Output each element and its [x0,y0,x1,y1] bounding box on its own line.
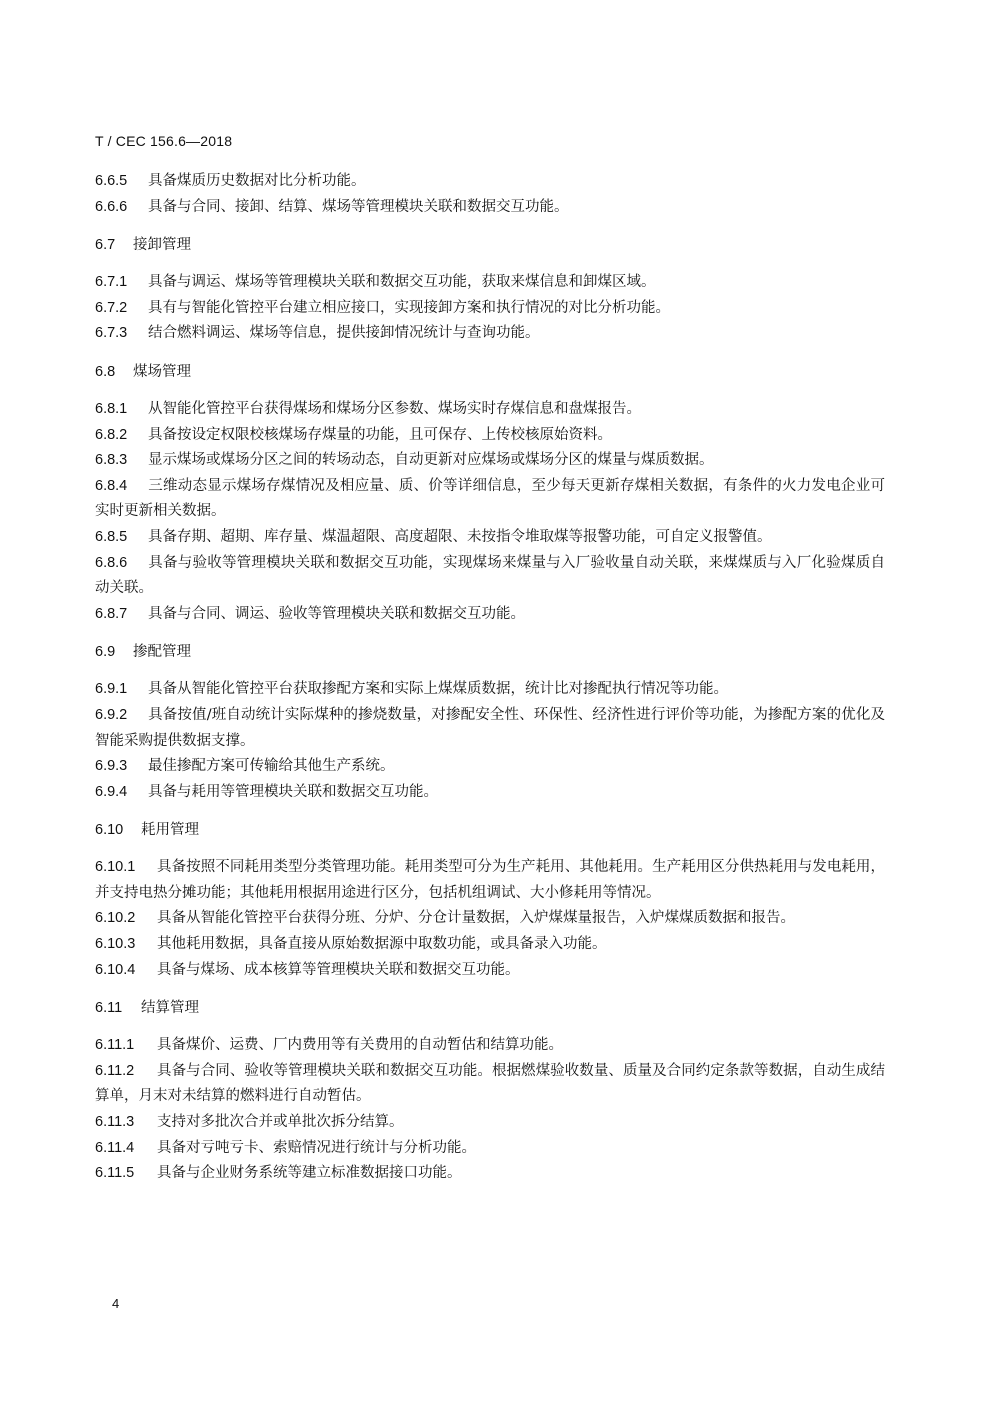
clause-6-8-3 [95,448,885,474]
clause-number: 6.8.1 [95,400,128,417]
clause-text: 具备按设定权限校核煤场存煤量的功能，且可保存、上传校核原始资料。 [148,426,612,443]
clause-6-8-4 [95,474,885,525]
clause-6-10-4 [95,958,885,984]
clause-text: 具备对亏吨亏卡、索赔情况进行统计与分析功能。 [157,1139,476,1156]
clause-6-11-2 [95,1059,885,1110]
clause-number: 6.7.1 [95,274,128,291]
clause-number: 6.10.3 [95,936,136,953]
clause-6-9-2 [95,703,885,754]
clause-text: 具备与煤场、成本核算等管理模块关联和数据交互功能。 [157,961,520,978]
clause-text: 从智能化管控平台获得煤场和煤场分区参数、煤场实时存煤信息和盘煤报告。 [148,400,641,417]
clause-number: 6.8.5 [95,528,128,545]
clause-number: 6.7.3 [95,325,128,342]
clause-number: 6.8.3 [95,452,128,469]
clause-text: 支持对多批次合并或单批次拆分结算。 [157,1114,404,1131]
clause-text: 三维动态显示煤场存煤情况及相应量、质、价等详细信息，至少每天更新存煤相关数据，有条件的火力发电企业可实时更新相关数据。 [95,477,885,520]
clause-number: 6.10.4 [95,961,136,978]
intro-items [95,169,885,220]
clause-number: 6.9.4 [95,783,128,800]
section-heading [95,817,885,843]
section-heading [95,359,885,385]
clause-text: 具备与合同、验收等管理模块关联和数据交互功能。根据燃煤验收数量、质量及合同约定条款等数据，自动生成结算单，月末对未结算的燃料进行自动暂估。 [95,1062,885,1105]
section-6-8 [95,359,885,627]
clause-number: 6.10.2 [95,910,136,927]
section-heading [95,232,885,258]
section-heading [95,639,885,665]
section-6-7 [95,232,885,347]
clause-6-10-3 [95,932,885,958]
section-number: 6.7 [95,237,116,254]
clause-6-6-5 [95,169,885,195]
section-number: 6.8 [95,363,116,380]
section-heading [95,995,885,1021]
clause-text: 具备与耗用等管理模块关联和数据交互功能。 [148,783,438,800]
clause-6-11-3 [95,1110,885,1136]
clause-text: 具备与调运、煤场等管理模块关联和数据交互功能，获取来煤信息和卸煤区域。 [148,274,656,291]
clause-number: 6.10.1 [95,859,136,876]
clause-number: 6.9.1 [95,681,128,698]
clause-6-9-3 [95,754,885,780]
clause-6-8-7 [95,602,885,628]
clause-6-7-3 [95,321,885,347]
clause-number: 6.8.7 [95,605,128,622]
page-number: 4 [112,1296,120,1311]
section-number: 6.11 [95,1000,123,1017]
clause-text: 具备煤质历史数据对比分析功能。 [148,173,366,189]
clause-text: 具备与企业财务系统等建立标准数据接口功能。 [157,1165,462,1182]
clause-number: 6.8.6 [95,554,128,571]
clause-number: 6.8.4 [95,477,128,494]
clause-text: 最佳掺配方案可传输给其他生产系统。 [148,758,395,775]
clause-text: 具备按照不同耗用类型分类管理功能。耗用类型可分为生产耗用、其他耗用。生产耗用区分供热耗用与发电耗用，并支持电热分摊功能；其他耗用根据用途进行区分，包括机组调试、大小修耗用等情况。 [95,859,885,901]
clause-text: 其他耗用数据，具备直接从原始数据源中取数功能，或具备录入功能。 [157,936,607,953]
clause-6-7-2 [95,296,885,322]
clause-text: 结合燃料调运、煤场等信息，提供接卸情况统计与查询功能。 [148,325,540,342]
clause-number: 6.6.6 [95,198,128,215]
clause-6-10-2 [95,906,885,932]
clause-6-7-1 [95,270,885,296]
clause-number: 6.11.5 [95,1165,135,1182]
clause-number: 6.11.3 [95,1114,135,1131]
clause-6-9-4 [95,780,885,806]
section-title: 掺配管理 [133,644,191,661]
section-title: 耗用管理 [141,822,199,839]
clause-6-6-6 [95,195,885,221]
section-number: 6.10 [95,822,124,839]
section-title: 结算管理 [141,1000,199,1017]
clause-number: 6.9.2 [95,706,128,723]
clause-text: 具备按值/班自动统计实际煤种的掺烧数量，对掺配安全性、环保性、经济性进行评价等功能，为掺配方案的优化及智能采购提供数据支撑。 [95,706,885,749]
section-number: 6.9 [95,644,116,661]
clause-text: 具备存期、超期、库存量、煤温超限、高度超限、未按指令堆取煤等报警功能，可自定义报警值。 [148,528,772,545]
clause-6-11-1 [95,1033,885,1059]
clause-6-8-1 [95,397,885,423]
section-6-9 [95,639,885,805]
clause-text: 具有与智能化管控平台建立相应接口，实现接卸方案和执行情况的对比分析功能。 [148,299,670,316]
clause-text: 显示煤场或煤场分区之间的转场动态，自动更新对应煤场或煤场分区的煤量与煤质数据。 [148,452,714,469]
clause-number: 6.11.1 [95,1037,135,1054]
clause-text: 具备煤价、运费、厂内费用等有关费用的自动暂估和结算功能。 [157,1037,563,1054]
document-body [95,169,885,1187]
clause-number: 6.9.3 [95,758,128,775]
clause-number: 6.11.4 [95,1139,135,1156]
clause-text: 具备从智能化管控平台获取掺配方案和实际上煤煤质数据，统计比对掺配执行情况等功能。 [148,681,728,698]
clause-number: 6.6.5 [95,173,128,189]
section-title: 煤场管理 [133,363,191,380]
section-6-11 [95,995,885,1187]
section-6-10 [95,817,885,983]
clause-number: 6.7.2 [95,299,128,316]
clause-number: 6.8.2 [95,426,128,443]
section-title: 接卸管理 [133,237,191,254]
clause-text: 具备与合同、接卸、结算、煤场等管理模块关联和数据交互功能。 [148,198,569,215]
clause-text: 具备从智能化管控平台获得分班、分炉、分仓计量数据，入炉煤煤量报告，入炉煤煤质数据和报告。 [157,910,795,927]
clause-6-11-5 [95,1161,885,1187]
document-id-header: T / CEC 156.6—2018 [95,133,233,149]
clause-6-11-4 [95,1136,885,1162]
clause-6-8-2 [95,423,885,449]
clause-text: 具备与验收等管理模块关联和数据交互功能，实现煤场来煤量与入厂验收量自动关联，来煤煤质与入厂化验煤质自动关联。 [95,554,885,597]
clause-text: 具备与合同、调运、验收等管理模块关联和数据交互功能。 [148,605,525,622]
clause-6-8-5 [95,525,885,551]
clause-6-9-1 [95,677,885,703]
clause-6-10-1 [95,855,885,906]
clause-6-8-6 [95,551,885,602]
clause-number: 6.11.2 [95,1062,135,1079]
